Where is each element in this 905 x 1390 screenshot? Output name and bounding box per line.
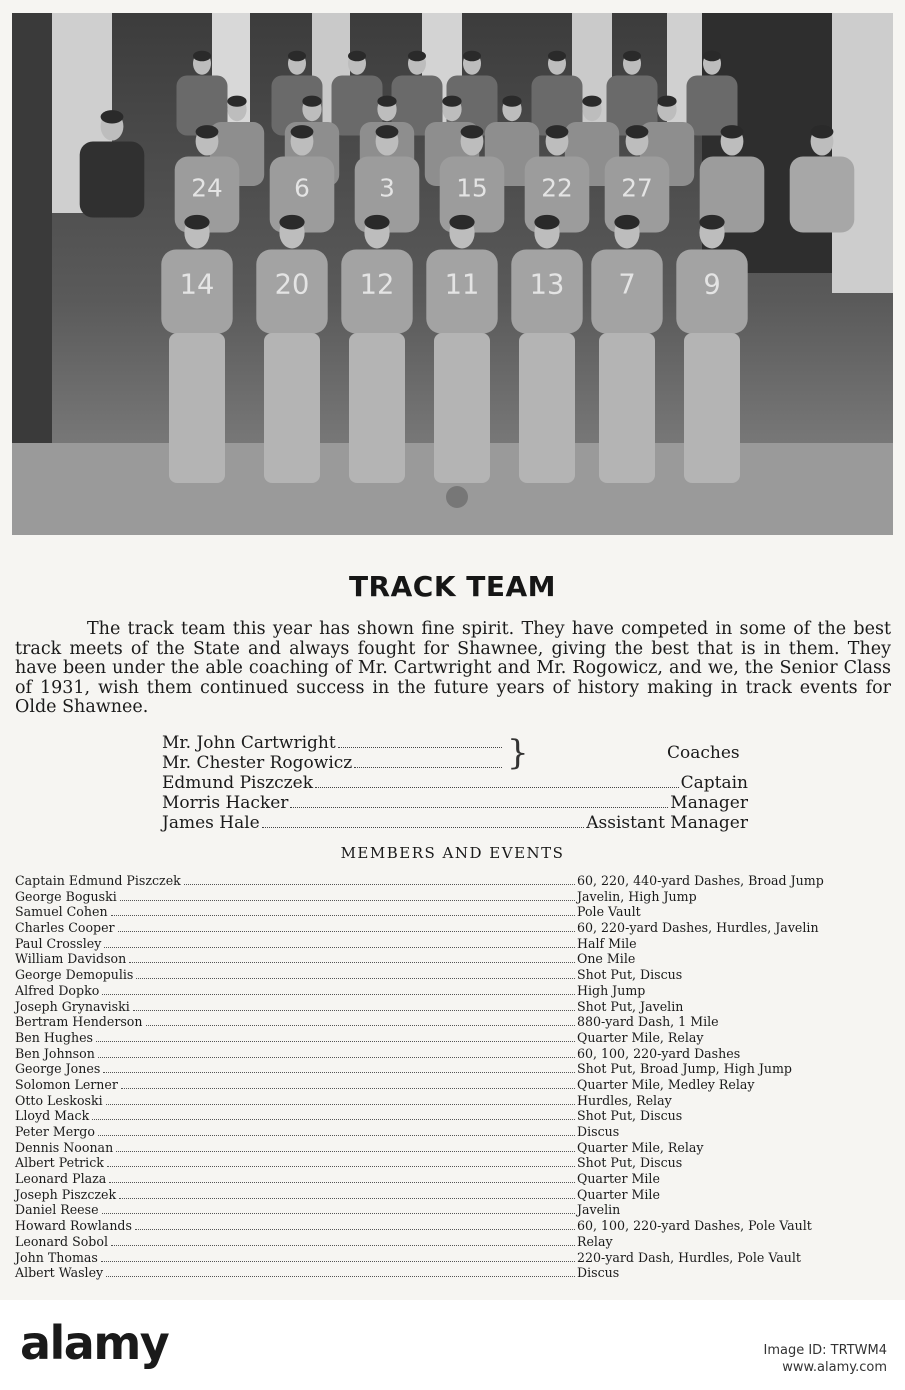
hair-shape [279, 215, 304, 230]
hair-shape [291, 125, 314, 138]
dot-leader [98, 1057, 575, 1058]
sweater-shape [790, 157, 855, 233]
member-name: Joseph Piszczek [15, 1186, 117, 1202]
member-row [15, 1187, 895, 1203]
member-events: Shot Put, Discus [577, 1108, 683, 1124]
dot-leader [338, 747, 502, 748]
member-row [15, 967, 895, 983]
member-name: Albert Petrick [15, 1155, 104, 1171]
hair-shape [534, 215, 559, 230]
member-events: Half Mile [577, 935, 637, 951]
team-photo-illustration [12, 13, 893, 535]
member-events: Quarter Mile, Relay [577, 1029, 704, 1045]
member-name: Peter Mergo [15, 1124, 95, 1139]
member-row [15, 936, 895, 952]
member-name-cell [15, 1171, 577, 1187]
member-row [15, 873, 895, 889]
member-row [15, 1093, 895, 1109]
dot-leader [107, 1166, 575, 1167]
dot-leader [102, 1213, 575, 1214]
hair-shape [288, 51, 306, 62]
hair-shape [463, 51, 481, 62]
member-name-cell [15, 1030, 577, 1046]
dot-leader [315, 787, 679, 788]
member-name-cell [15, 1014, 577, 1030]
member-events: Quarter Mile [577, 1171, 660, 1187]
member-events: Relay [577, 1233, 613, 1249]
dot-leader [133, 1010, 575, 1011]
member-events: Hurdles, Relay [577, 1092, 672, 1108]
member-events: Discus [577, 1124, 620, 1139]
dot-leader [104, 947, 575, 948]
dot-leader [98, 1135, 575, 1136]
member-name: Bertram Henderson [15, 1014, 143, 1030]
hair-shape [408, 51, 426, 62]
member-row [15, 983, 895, 999]
member-name-cell [15, 1093, 577, 1109]
hair-shape [302, 96, 321, 107]
coach-name: Mr. John Cartwright [162, 733, 336, 753]
member-row [15, 1171, 895, 1187]
member-row [15, 1250, 895, 1266]
member-name-cell [15, 1108, 577, 1124]
member-events: 60, 100, 220-yard Dashes, Pole Vault [577, 1218, 812, 1234]
staff-list [162, 733, 748, 833]
dot-leader [101, 1261, 575, 1262]
hair-shape [348, 51, 366, 62]
member-name-cell [15, 873, 577, 889]
member-name: Paul Crossley [15, 935, 102, 951]
dot-leader [111, 1245, 575, 1246]
hair-shape [449, 215, 474, 230]
member-events: Javelin [577, 1202, 621, 1218]
dot-leader [109, 1182, 575, 1183]
member-name-cell [15, 1218, 577, 1234]
member-events: Shot Put, Discus [577, 1155, 683, 1171]
jersey-number: 13 [529, 269, 565, 301]
legs-shape [599, 333, 655, 483]
hair-shape [721, 125, 744, 138]
member-name: Samuel Cohen [15, 904, 108, 920]
member-name: Albert Wasley [15, 1265, 104, 1281]
member-row [15, 1202, 895, 1218]
legs-shape [434, 333, 490, 483]
dot-leader [121, 1088, 575, 1089]
member-name: William Davidson [15, 951, 127, 967]
member-row [15, 1265, 895, 1281]
hair-shape [184, 215, 209, 230]
jersey-number: 24 [191, 173, 223, 203]
stock-id-block [763, 1342, 887, 1376]
member-row [15, 1234, 895, 1250]
member-row [15, 904, 895, 920]
member-name: George Jones [15, 1061, 101, 1077]
member-name: Captain Edmund Piszczek [15, 873, 181, 888]
hair-shape [364, 215, 389, 230]
stock-url: www.alamy.com [782, 1360, 887, 1375]
member-name: Solomon Lerner [15, 1076, 118, 1092]
hair-shape [376, 125, 399, 138]
member-name: Daniel Reese [15, 1202, 99, 1218]
member-name: Ben Johnson [15, 1045, 95, 1061]
dot-leader [184, 884, 575, 885]
brace-glyph: } [507, 733, 529, 773]
legs-shape [684, 333, 740, 483]
member-name-cell [15, 1187, 577, 1203]
dot-leader [146, 1025, 576, 1026]
member-name-cell [15, 1124, 577, 1140]
member-name-cell [15, 1155, 577, 1171]
sweater-shape [80, 142, 145, 218]
hair-shape [703, 51, 721, 62]
member-name: Leonard Sobol [15, 1233, 108, 1249]
hair-shape [623, 51, 641, 62]
staff-role: Captain [680, 773, 748, 793]
member-events: Shot Put, Javelin [577, 998, 684, 1014]
page-title: TRACK TEAM [348, 570, 557, 603]
member-row [15, 951, 895, 967]
member-name-cell [15, 1077, 577, 1093]
member-row [15, 1124, 895, 1140]
member-name: Leonard Plaza [15, 1171, 107, 1187]
dot-leader [102, 994, 575, 995]
shot-put-ball [446, 486, 468, 508]
member-name-cell [15, 1265, 577, 1281]
hair-shape [193, 51, 211, 62]
dot-leader [96, 1041, 575, 1042]
member-events: 60, 220-yard Dashes, Hurdles, Javelin [577, 920, 819, 936]
coach-row [162, 753, 504, 773]
member-name-cell [15, 889, 577, 905]
stock-image-id: Image ID: TRTWM4 [763, 1343, 887, 1358]
dot-leader [118, 931, 575, 932]
hair-shape [377, 96, 396, 107]
member-name: George Demopulis [15, 967, 134, 983]
member-name: Alfred Dopko [15, 982, 100, 998]
staff-role: Manager [670, 793, 748, 813]
member-row [15, 1140, 895, 1156]
member-name: Charles Cooper [15, 920, 115, 936]
members-list [15, 873, 895, 1281]
hair-shape [582, 96, 601, 107]
member-row [15, 1014, 895, 1030]
member-row [15, 1061, 895, 1077]
jersey-number: 3 [379, 173, 395, 203]
member-name-cell [15, 951, 577, 967]
legs-shape [264, 333, 320, 483]
member-name-cell [15, 983, 577, 999]
member-name: Lloyd Mack [15, 1108, 90, 1124]
member-name-cell [15, 1061, 577, 1077]
team-photo [12, 13, 893, 535]
member-row [15, 1077, 895, 1093]
dot-leader [106, 1276, 575, 1277]
dot-leader [290, 807, 668, 808]
member-events: Discus [577, 1265, 620, 1281]
dot-leader [106, 1104, 575, 1105]
hair-shape [546, 125, 569, 138]
hair-shape [657, 96, 676, 107]
member-events: One Mile [577, 951, 636, 967]
member-events: Quarter Mile, Relay [577, 1139, 704, 1155]
hair-shape [614, 215, 639, 230]
dot-leader [119, 1198, 575, 1199]
dot-leader [262, 827, 585, 828]
member-name: George Boguski [15, 888, 117, 904]
member-name-cell [15, 1140, 577, 1156]
member-events: 60, 220, 440-yard Dashes, Broad Jump [577, 873, 824, 888]
member-name: Dennis Noonan [15, 1139, 114, 1155]
member-row [15, 889, 895, 905]
coach-name: Mr. Chester Rogowicz [162, 753, 353, 773]
dot-leader [116, 1151, 575, 1152]
member-name-cell [15, 1250, 577, 1266]
dot-leader [103, 1072, 575, 1073]
intro-paragraph: The track team this year has shown fine spirit. They have competed in some of the best track meets of the State and always fought for Shawnee, giving the best that is in them. They have been under the able coaching of Mr. Cartwright and Mr. Rogowicz, and we, the Senior Class of 1931, wish them continued success in the future years of history making in track events for Olde Shawnee. [15, 619, 891, 718]
member-row [15, 1108, 895, 1124]
member-name-cell [15, 999, 577, 1015]
member-name: Ben Hughes [15, 1029, 94, 1045]
hair-shape [811, 125, 834, 138]
dot-leader [135, 1229, 575, 1230]
jersey-number: 11 [444, 269, 480, 301]
hair-shape [196, 125, 219, 138]
hair-shape [442, 96, 461, 107]
member-name-cell [15, 1234, 577, 1250]
jersey-number: 14 [179, 269, 215, 301]
dot-leader [111, 915, 575, 916]
member-name: Otto Leskoski [15, 1092, 103, 1108]
stock-logo: alamy [20, 1316, 169, 1370]
member-events: Shot Put, Broad Jump, High Jump [577, 1061, 792, 1077]
hair-shape [548, 51, 566, 62]
legs-shape [349, 333, 405, 483]
staff-row [162, 793, 748, 813]
member-events: Pole Vault [577, 904, 641, 920]
dot-leader [129, 962, 575, 963]
hair-shape [461, 125, 484, 138]
staff-name: James Hale [162, 813, 260, 833]
member-events: 60, 100, 220-yard Dashes [577, 1045, 741, 1061]
legs-shape [519, 333, 575, 483]
member-events: Quarter Mile [577, 1186, 660, 1202]
jersey-number: 15 [456, 173, 488, 203]
member-name-cell [15, 967, 577, 983]
hair-shape [626, 125, 649, 138]
legs-shape [169, 333, 225, 483]
member-events: 880-yard Dash, 1 Mile [577, 1014, 719, 1030]
member-name: Joseph Grynaviski [15, 998, 130, 1014]
jersey-number: 7 [618, 269, 636, 301]
jersey-number: 22 [541, 173, 573, 203]
member-row [15, 920, 895, 936]
member-events: Quarter Mile, Medley Relay [577, 1076, 755, 1092]
member-events: 220-yard Dash, Hurdles, Pole Vault [577, 1249, 801, 1265]
jersey-number: 27 [621, 173, 653, 203]
staff-name: Edmund Piszczek [162, 773, 313, 793]
member-name-cell [15, 1202, 577, 1218]
member-row [15, 1046, 895, 1062]
coaches-role: Coaches [667, 743, 740, 763]
staff-row [162, 813, 748, 833]
jersey-number: 6 [294, 173, 310, 203]
hair-shape [699, 215, 724, 230]
staff-role: Assistant Manager [586, 813, 748, 833]
member-row [15, 1155, 895, 1171]
dot-leader [92, 1119, 575, 1120]
member-name-cell [15, 936, 577, 952]
member-name: Howard Rowlands [15, 1218, 132, 1234]
members-heading: MEMBERS AND EVENTS [340, 844, 565, 862]
member-events: High Jump [577, 982, 646, 998]
jersey-number: 12 [359, 269, 395, 301]
member-row [15, 1030, 895, 1046]
coach-row [162, 733, 504, 753]
member-name-cell [15, 920, 577, 936]
member-row [15, 1218, 895, 1234]
staff-name: Morris Hacker [162, 793, 289, 813]
dot-leader [120, 900, 575, 901]
jersey-number: 9 [703, 269, 721, 301]
dot-leader [136, 978, 575, 979]
hair-shape [101, 110, 124, 123]
member-name-cell [15, 904, 577, 920]
member-events: Javelin, High Jump [577, 888, 697, 904]
coaches-block [162, 733, 748, 773]
member-name-cell [15, 1046, 577, 1062]
jersey-number: 20 [274, 269, 310, 301]
staff-row [162, 773, 748, 793]
member-events: Shot Put, Discus [577, 967, 683, 983]
hair-shape [227, 96, 246, 107]
member-row [15, 999, 895, 1015]
member-name: John Thomas [15, 1249, 98, 1265]
hair-shape [502, 96, 521, 107]
dot-leader [354, 767, 502, 768]
